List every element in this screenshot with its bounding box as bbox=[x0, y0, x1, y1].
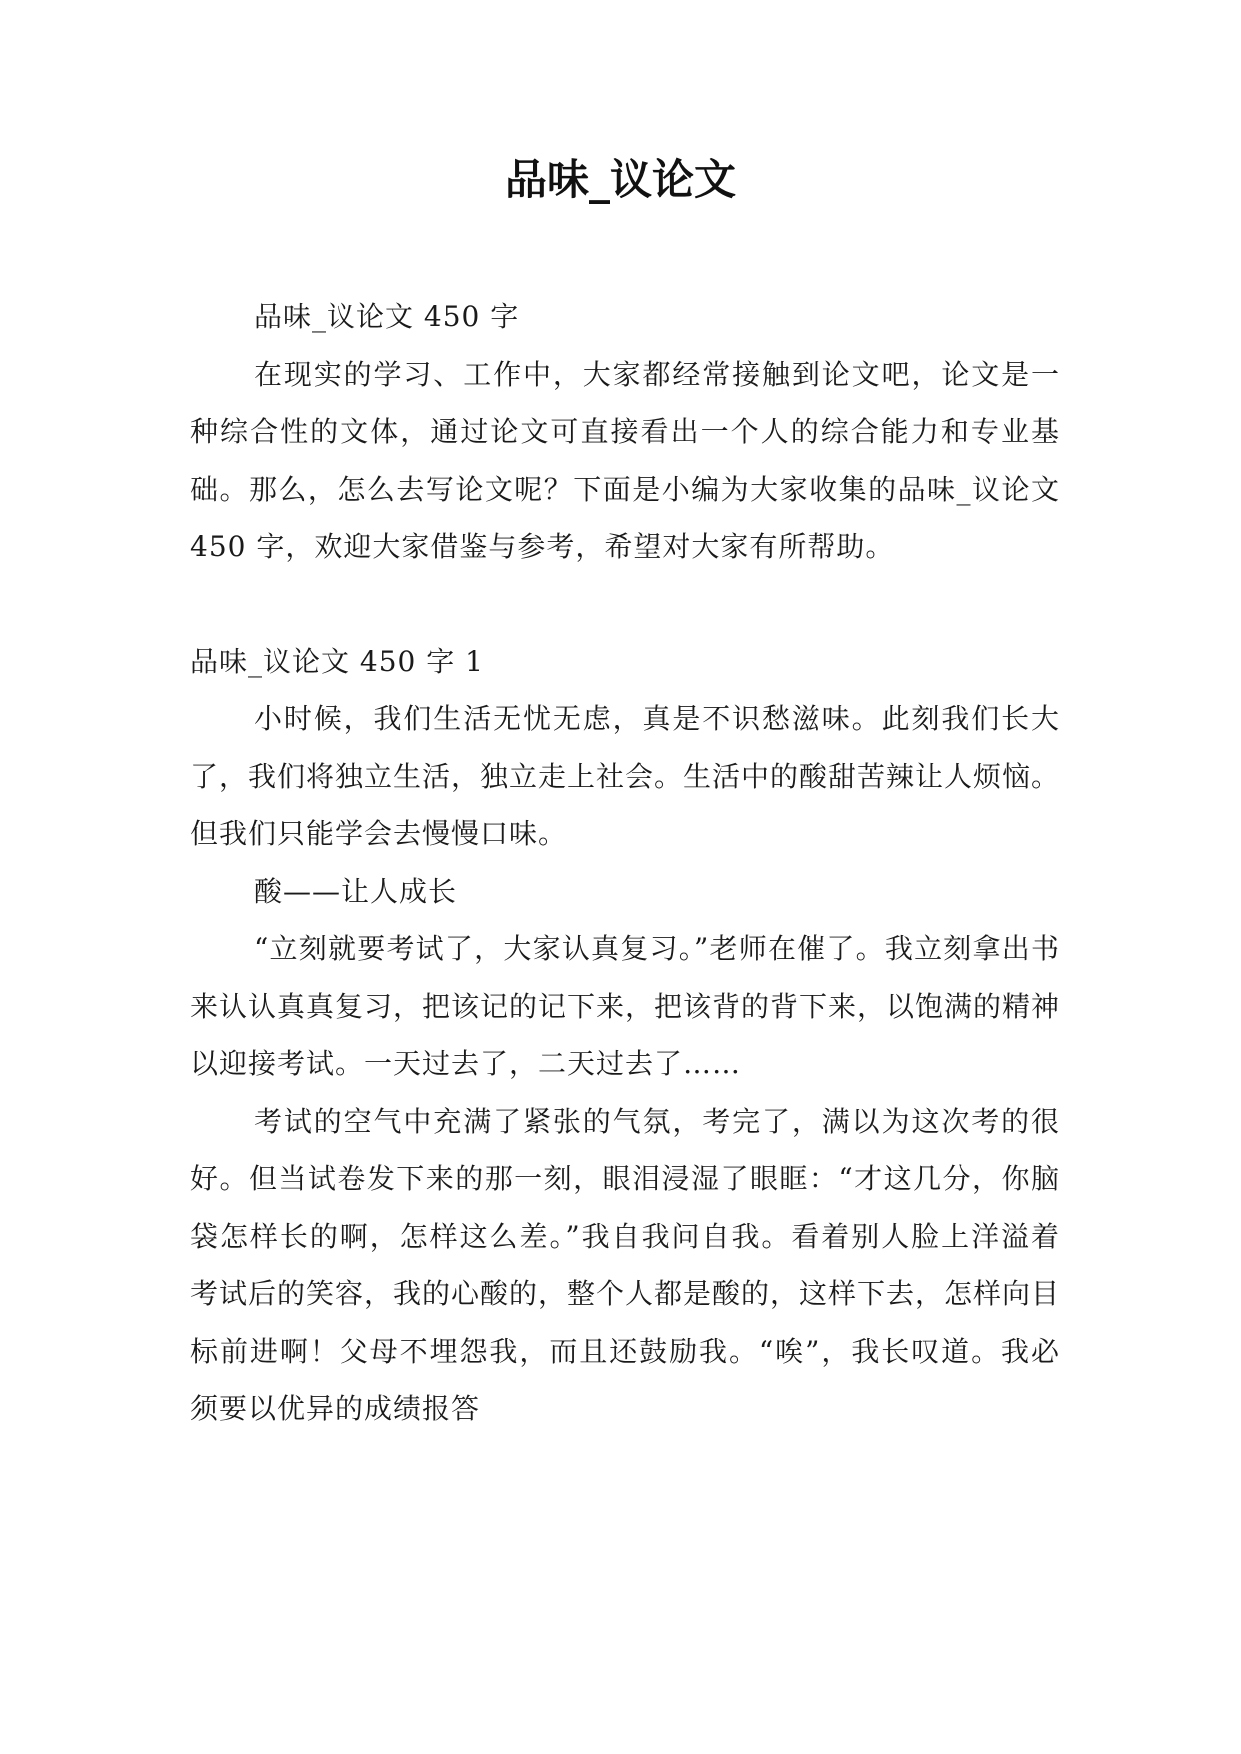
section-heading: 品味_议论文 450 字 1 bbox=[190, 644, 484, 678]
sub-heading: 酸——让人成长 bbox=[254, 874, 458, 908]
subtitle-paragraph: 品味_议论文 450 字 bbox=[254, 300, 520, 333]
paragraph-spacer bbox=[190, 576, 1060, 633]
document-body bbox=[190, 288, 1060, 1438]
body-paragraph: 小时候，我们生活无忧无虑，真是不识愁滋味。此刻我们长大了，我们将独立生活，独立走上社会。生活中的酸甜苦辣让人烦恼。但我们只能学会去慢慢口味。 bbox=[190, 702, 1061, 850]
intro-paragraph: 在现实的学习、工作中，大家都经常接触到论文吧，论文是一种综合性的文体，通过论文可直接看出一个人的综合能力和专业基础。那么，怎么去写论文呢？下面是小编为大家收集的品味_议论文 450 字，欢迎大家借鉴与参考，希望对大家有所帮助。 bbox=[190, 357, 1060, 563]
body-paragraph: 考试的空气中充满了紧张的气氛，考完了，满以为这次考的很好。但当试卷发下来的那一刻，眼泪浸湿了眼眶：“才这几分，你脑袋怎样长的啊，怎样这么差。”我自我问自我。看着别人脸上洋溢着考试后的笑容，我的心酸的，整个人都是酸的，这样下去，怎样向目标前进啊！父母不埋怨我，而且还鼓励我。“唉”，我长叹道。我必须要以优异的成绩报答 bbox=[190, 1104, 1061, 1425]
body-paragraph: “立刻就要考试了，大家认真复习。”老师在催了。我立刻拿出书来认认真真复习，把该记的记下来，把该背的背下来，以饱满的精神以迎接考试。一天过去了，二天过去了…… bbox=[190, 932, 1061, 1080]
document-title: 品味_议论文 bbox=[504, 155, 736, 204]
